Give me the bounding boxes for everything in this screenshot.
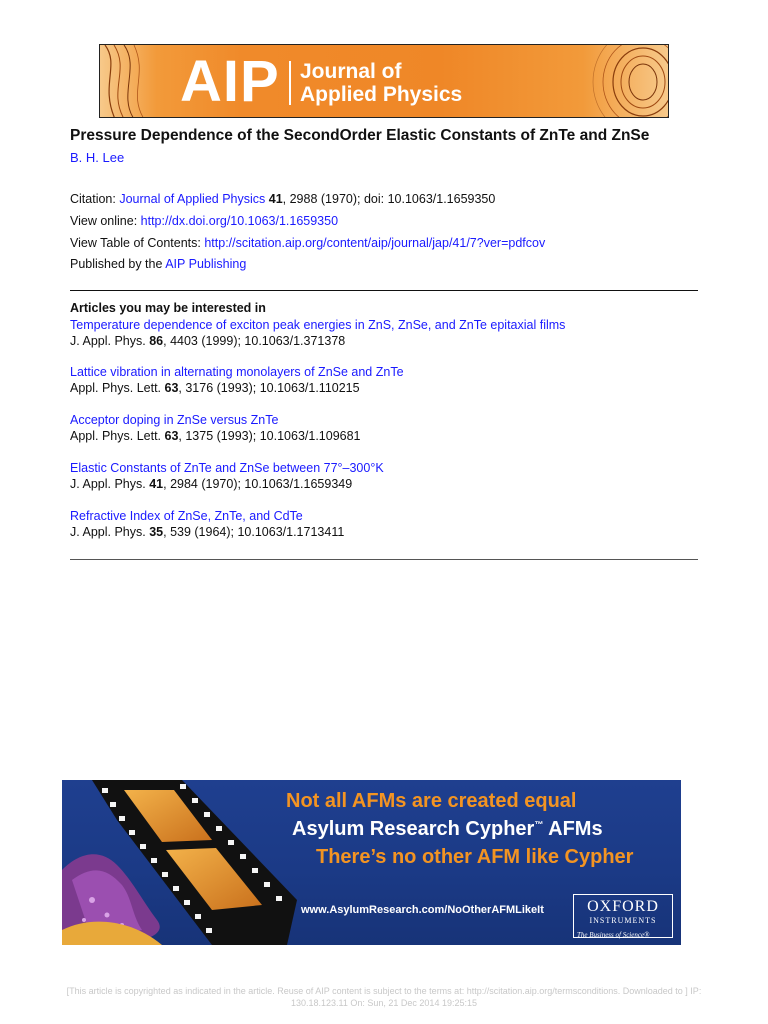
related-item — [70, 412, 361, 444]
published-line — [70, 257, 246, 271]
swirl-decoration-right — [558, 45, 668, 118]
banner-divider — [289, 61, 291, 105]
divider-bottom — [70, 559, 698, 560]
journal-name-line2: Applied Physics — [300, 83, 463, 106]
related-item-title[interactable]: Lattice vibration in alternating monolayers of ZnSe and ZnTe — [70, 365, 404, 379]
related-heading: Articles you may be interested in — [70, 301, 266, 315]
ad-headline: Not all AFMs are created equal — [286, 790, 577, 812]
related-item-ref: J. Appl. Phys. 41, 2984 (1970); 10.1063/1.1659349 — [70, 477, 353, 491]
related-item-title[interactable]: Elastic Constants of ZnTe and ZnSe between 77°–300°K — [70, 461, 384, 475]
related-item — [70, 508, 344, 540]
related-item-ref: Appl. Phys. Lett. 63, 3176 (1993); 10.1063/1.110215 — [70, 381, 360, 395]
related-item — [70, 317, 565, 349]
film-strip-graphic — [62, 780, 312, 945]
article-title: Pressure Dependence of the SecondOrder Elastic Constants of ZnTe and ZnSe — [70, 127, 650, 144]
publisher-link[interactable]: AIP Publishing — [165, 257, 247, 271]
citation-journal-link[interactable]: Journal of Applied Physics — [119, 192, 266, 206]
swirl-decoration-left — [100, 45, 160, 118]
oxford-instruments-logo: OXFORD INSTRUMENTS — [573, 894, 673, 938]
related-item-title[interactable]: Refractive Index of ZnSe, ZnTe, and CdTe — [70, 509, 303, 523]
related-item — [70, 460, 384, 492]
oxford-tagline: The Business of Science® — [577, 931, 650, 939]
divider-top — [70, 290, 698, 291]
ad-tagline: There’s no other AFM like Cypher — [316, 846, 634, 868]
aip-logo: AIP — [180, 49, 280, 114]
related-item-ref: J. Appl. Phys. 35, 539 (1964); 10.1063/1.1713411 — [70, 525, 345, 539]
journal-name-line1: Journal of — [300, 60, 402, 83]
copyright-footer — [0, 985, 768, 1009]
author-link[interactable]: B. H. Lee — [70, 150, 125, 165]
view-online-label: View online: — [70, 214, 141, 228]
toc-label: View Table of Contents: — [70, 236, 205, 250]
related-item-title[interactable]: Acceptor doping in ZnSe versus ZnTe — [70, 413, 279, 427]
ad-banner[interactable] — [62, 780, 681, 945]
toc-link[interactable]: http://scitation.aip.org/content/aip/journal/jap/41/7?ver=pdfcov — [204, 236, 546, 250]
journal-name — [300, 60, 462, 106]
view-online-link[interactable]: http://dx.doi.org/10.1063/1.1659350 — [140, 214, 339, 228]
citation-rest: , 2988 (1970); doi: 10.1063/1.1659350 — [282, 192, 496, 206]
ad-subhead: Asylum Research Cypher™ AFMs — [292, 818, 603, 840]
published-label: Published by the — [70, 257, 166, 271]
related-item — [70, 364, 404, 396]
citation-line — [70, 192, 495, 206]
citation-volume: 41 — [268, 192, 283, 206]
footer-line1: [This article is copyrighted as indicated in the article. Reuse of AIP content is subject to the terms at: http://scitation.aip.org/termsconditions. Downloaded to ] IP: — [66, 986, 702, 996]
related-item-ref: J. Appl. Phys. 86, 4403 (1999); 10.1063/1.371378 — [70, 334, 346, 348]
view-online-line — [70, 214, 338, 228]
ad-url-link[interactable]: www.AsylumResearch.com/NoOtherAFMLikeIt — [301, 904, 544, 916]
related-item-ref: Appl. Phys. Lett. 63, 1375 (1993); 10.1063/1.109681 — [70, 429, 361, 443]
related-item-title[interactable]: Temperature dependence of exciton peak energies in ZnS, ZnSe, and ZnTe epitaxial films — [70, 318, 566, 332]
toc-line — [70, 236, 545, 250]
footer-line2: 130.18.123.11 On: Sun, 21 Dec 2014 19:25:15 — [291, 998, 477, 1008]
journal-banner[interactable] — [99, 44, 669, 118]
citation-label: Citation: — [70, 192, 120, 206]
